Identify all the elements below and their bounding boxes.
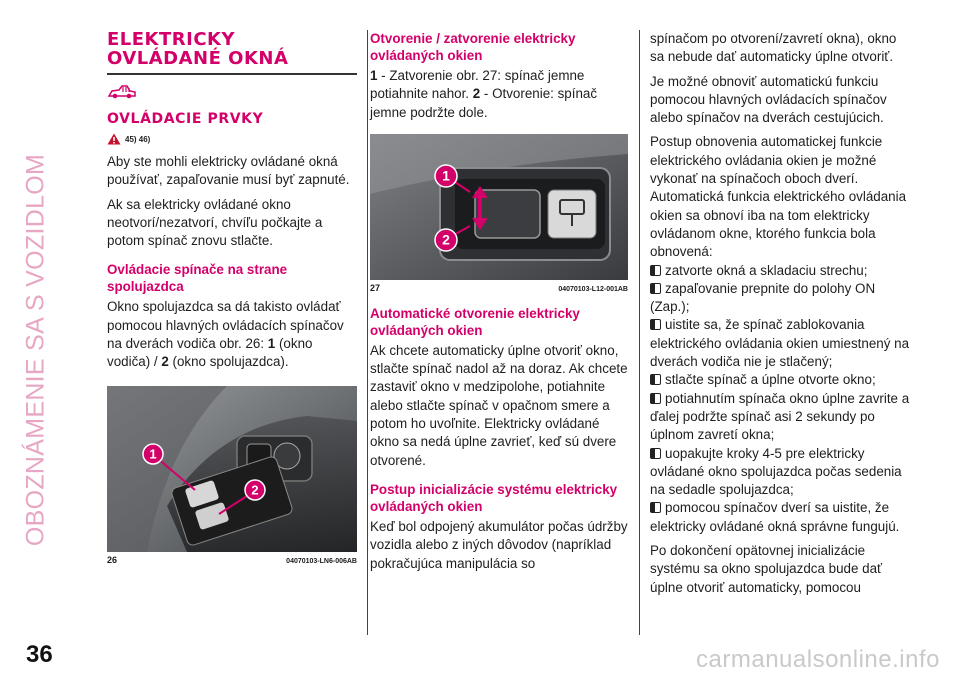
figure-26-door-switch-photo [107, 386, 357, 552]
figure-callout-label: 2 [442, 231, 450, 248]
section-heading: Otvorenie / zatvorenie elektricky ovládaných okien [370, 31, 576, 63]
list-item: uistite sa, že spínač zablokovania elektrického ovládania okien umiestnený na dverách vodiča nie je stlačený; [650, 317, 910, 370]
bullet-icon [650, 319, 661, 330]
title-rule [107, 73, 357, 75]
figure-caption [107, 555, 357, 565]
paragraph: Keď bol odpojený akumulátor počas údržby vozidla alebo z iných dôvodov (napríklad pokračujúca manipulácia so [370, 518, 628, 571]
column-divider [639, 30, 640, 635]
figure-callout-label: 1 [149, 446, 157, 462]
window-switch-illustration [370, 134, 628, 280]
bullet-icon [650, 265, 661, 276]
paragraph: 1 - Zatvorenie obr. 27: spínač jemne potiahnite nahor. 2 - Otvorenie: spínač jemne podržte dole. [370, 68, 598, 120]
figure-callout-label: 2 [251, 482, 259, 498]
figure-caption [370, 283, 628, 293]
side-section-title: OBOZNÁMENIE SA S VOZIDLOM [21, 153, 50, 547]
paragraph: Postup obnovenia automatickej funkcie elektrického ovládania okien je možné vykonať na spínačoch oboch dverí. Automatická funkcia elektrického ovládania okien sa obnoví iba na tom elektricky ovládanom okne, ktorého funkcia bola obnovená: [650, 134, 907, 260]
bullet-icon [650, 448, 661, 459]
warning-reference [107, 133, 357, 145]
paragraph: Je možné obnoviť automatickú funkciu pomocou hlavných ovládacích spínačov alebo spínačov na dverách cestujúcich. [650, 73, 887, 126]
bullet-icon [650, 283, 661, 294]
section-subtitle: OVLÁDACIE PRVKY [107, 111, 264, 127]
list-item: zapaľovanie prepnite do polohy ON (Zap.); [650, 280, 876, 315]
watermark: carmanualsonline.info [696, 646, 940, 673]
paragraph: Po dokončení opätovnej inicializácie systému sa okno spolujazdca bude dať úplne otvoriť automaticky, pomocou [650, 543, 883, 595]
figure-callout-label: 1 [442, 167, 450, 184]
figure-code: 04070103-LN6-006AB [286, 557, 357, 565]
paragraph: Ak chcete automaticky úplne otvoriť okno, stlačte spínač nadol až na doraz. Ak chcete zastaviť okno v medzipolohe, potiahnite alebo stlačte spínač v opačnom smere a potom ho uvoľnite. Elektricky ovládané okno sa nedá úplne zavrieť, keď sú dvere otvorené. [370, 342, 628, 468]
figure-27-window-switch-photo [370, 134, 628, 280]
paragraph: Ak sa elektricky ovládané okno neotvorí/nezatvorí, chvíľu počkajte a potom spínač znovu stlačte. [107, 196, 323, 249]
bullet-icon [650, 374, 661, 385]
warning-note-numbers: 45) 46) [125, 134, 151, 144]
figure-number: 26 [107, 554, 118, 565]
list-item: uopakujte kroky 4-5 pre elektricky ovládané okno spolujazdca počas sedenia na sedadle spolujazdca; [650, 445, 902, 498]
column-divider [367, 30, 368, 635]
warning-triangle-icon [107, 133, 121, 145]
column-1 [107, 30, 357, 565]
bullet-icon [650, 393, 661, 404]
convertible-car-icon [107, 82, 137, 100]
page-number: 36 [26, 641, 53, 668]
section-heading: Postup inicializácie systému elektricky ovládaných okien [370, 481, 618, 514]
list-item: potiahnutím spínača okno úplne zavrite a ďalej podržte spínač asi 2 sekundy po úplnom zavretí okna; [650, 390, 910, 443]
column-3 [650, 30, 910, 597]
section-heading: Automatické otvorenie elektricky ovládaných okien [370, 305, 580, 338]
list-item: pomocou spínačov dverí sa uistite, že elektricky ovládané okná správne fungujú. [650, 500, 900, 534]
chapter-title: ELEKTRICKY OVLÁDANÉ OKNÁ [107, 29, 289, 69]
paragraph: Okno spolujazdca sa dá takisto ovládať pomocou hlavných ovládacích spínačov na dverách vodiča obr. 26: 1 (okno vodiča) / 2 (okno spolujazdca). [107, 299, 344, 370]
paragraph: spínačom po otvorení/zavretí okna), okno sa nebude dať automaticky úplne otvoriť. [650, 31, 897, 65]
figure-code: 04070103-L12-001AB [558, 285, 628, 293]
list-item: zatvorte okná a skladaciu strechu; [650, 262, 910, 280]
door-panel-illustration [107, 386, 357, 552]
bullet-icon [650, 502, 661, 513]
paragraph: Aby ste mohli elektricky ovládané okná používať, zapaľovanie musí byť zapnuté. [107, 154, 350, 188]
list-item: stlačte spínač a úplne otvorte okno; [650, 371, 910, 389]
section-heading: Ovládacie spínače na strane spolujazdca [107, 262, 288, 295]
figure-number: 27 [370, 282, 381, 293]
column-2 [370, 30, 628, 573]
